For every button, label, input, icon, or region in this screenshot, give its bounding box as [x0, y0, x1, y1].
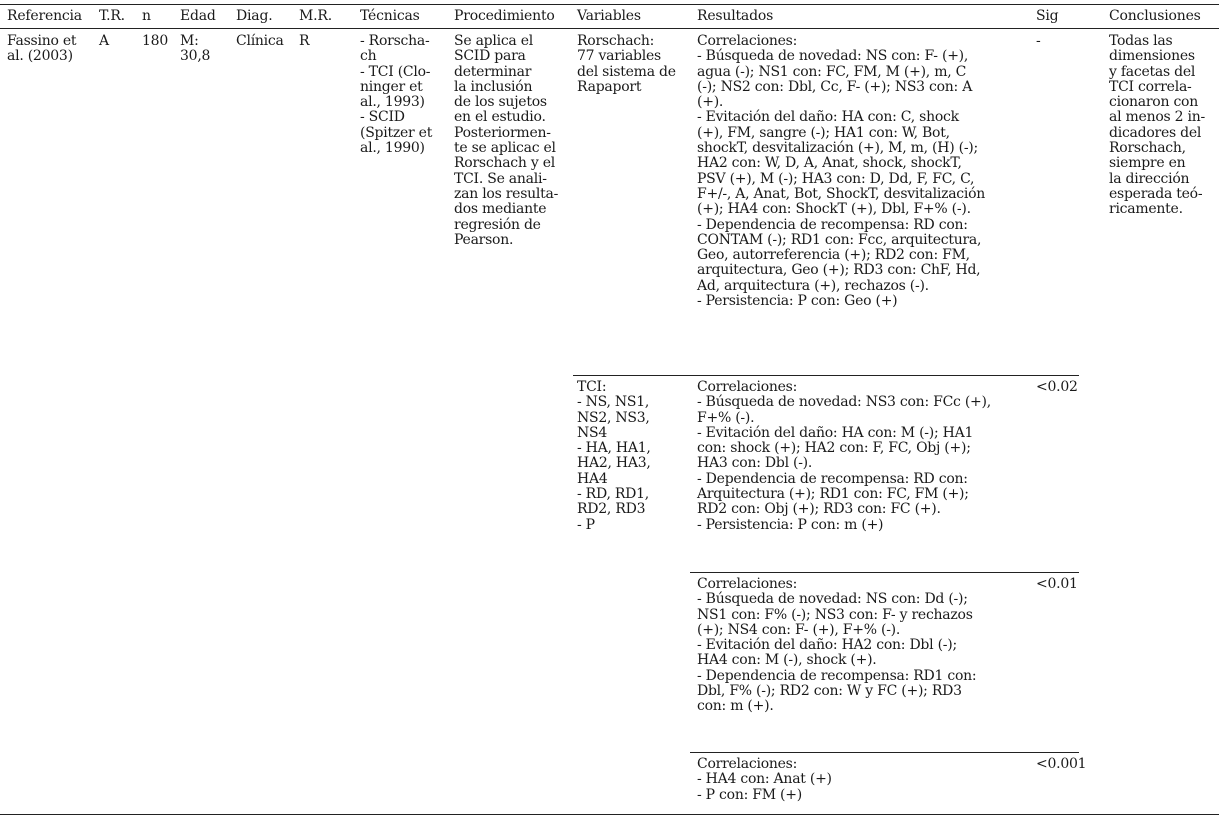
cell-resultados-2: Correlaciones: - Búsqueda de novedad: NS3 con: FCc (+), F+% (-). - Evitación del daño: HA con: M (-); HA1 con: shock (+); HA2 con: F, FC, Obj (+); HA3 con: Dbl (-). - Dependencia de recompensa: RD con: Arquitectura (+); RD1 con: FC, FM (+); RD2 con: Obj (+); RD3 con: FC (+). - Persistencia: P con: m (+): [697, 379, 991, 533]
header-conclusiones: Conclusiones: [1109, 8, 1201, 24]
cell-resultados-1: Correlaciones: - Búsqueda de novedad: NS con: F- (+), agua (-); NS1 con: FC, FM, M (+), m, C (-); NS2 con: Dbl, Cc, F- (+); NS3 con: A (+). - Evitación del daño: HA con: C, shock (+), FM, sangre (-); HA1 con: W, Bot, shockT, desvitalización (+), M, m, (H) (-); HA2 con: W, D, A, Anat, shock, shockT, PSV (+), M (-); HA3 con: D, Dd, F, FC, C, F+/-, A, Anat, Bot, ShockT, desvitalización (+); HA4 con: ShockT (+), Dbl, F+% (-). - Dependencia de recompensa: RD con: CONTAM (-); RD1 con: Fcc, arquitectura, Geo, autorreferencia (+); RD2 con: FM, arquitectura, Geo (+); RD3 con: ChF, Hd, Ad, arquitectura (+), rechazos (-). - Persistencia: P con: Geo (+): [697, 33, 986, 310]
cell-resultados-3: Correlaciones: - Búsqueda de novedad: NS con: Dd (-); NS1 con: F% (-); NS3 con: F- y rechazos (+); NS4 con: F- (+), F+% (-). - Evitación del daño: HA2 con: Dbl (-); HA4 con: M (-), shock (+). - Dependencia de recompensa: RD1 con: Dbl, F% (-); RD2 con: W y FC (+); RD3 con: m (+).: [697, 576, 977, 715]
row-rule-2: [690, 572, 1079, 573]
row-rule-3: [690, 752, 1079, 753]
header-tr: T.R.: [99, 8, 125, 24]
cell-referencia: Fassino et al. (2003): [7, 33, 77, 65]
cell-diag: Clínica: [236, 33, 284, 49]
header-rule: [0, 28, 1219, 29]
header-edad: Edad: [180, 8, 216, 24]
cell-conclusiones: Todas las dimensiones y facetas del TCI correla- cionaron con al menos 2 in- dicadores del Rorschach, siempre en la dirección esperada teó- ricamente.: [1109, 33, 1205, 218]
header-mr: M.R.: [299, 8, 332, 24]
header-n: n: [142, 8, 151, 24]
cell-mr: R: [299, 33, 310, 49]
header-procedimiento: Procedimiento: [454, 8, 555, 24]
row-rule-1: [573, 375, 1079, 376]
cell-resultados-4: Correlaciones: - HA4 con: Anat (+) - P con: FM (+): [697, 756, 832, 803]
top-rule: [0, 4, 1219, 5]
cell-sig-2: <0.02: [1036, 379, 1078, 395]
header-tecnicas: Técnicas: [360, 8, 420, 24]
cell-sig-3: <0.01: [1036, 576, 1078, 592]
cell-procedimiento: Se aplica el SCID para determinar la inclusión de los sujetos en el estudio. Posteriormen- te se aplicac el Rorschach y el TCI. Se anali- zan los resulta- dos mediante regresión de Pearson.: [454, 33, 559, 248]
cell-sig-1: -: [1036, 33, 1041, 49]
header-referencia: Referencia: [7, 8, 82, 24]
cell-variables-tci: TCI: - NS, NS1, NS2, NS3, NS4 - HA, HA1, HA2, HA3, HA4 - RD, RD1, RD2, RD3 - P: [577, 379, 651, 533]
header-sig: Sig: [1036, 8, 1059, 24]
header-resultados: Resultados: [697, 8, 774, 24]
cell-edad: M: 30,8: [180, 33, 211, 65]
cell-tr: A: [99, 33, 109, 49]
cell-n: 180: [142, 33, 168, 49]
cell-sig-4: <0.001: [1036, 756, 1087, 772]
header-variables: Variables: [577, 8, 641, 24]
cell-variables-rorschach: Rorschach: 77 variables del sistema de Rapaport: [577, 33, 676, 95]
bottom-rule: [0, 814, 1219, 815]
header-diag: Diag.: [236, 8, 273, 24]
cell-tecnicas: - Rorscha- ch - TCI (Clo- ninger et al., 1993) - SCID (Spitzer et al., 1990): [360, 33, 433, 157]
